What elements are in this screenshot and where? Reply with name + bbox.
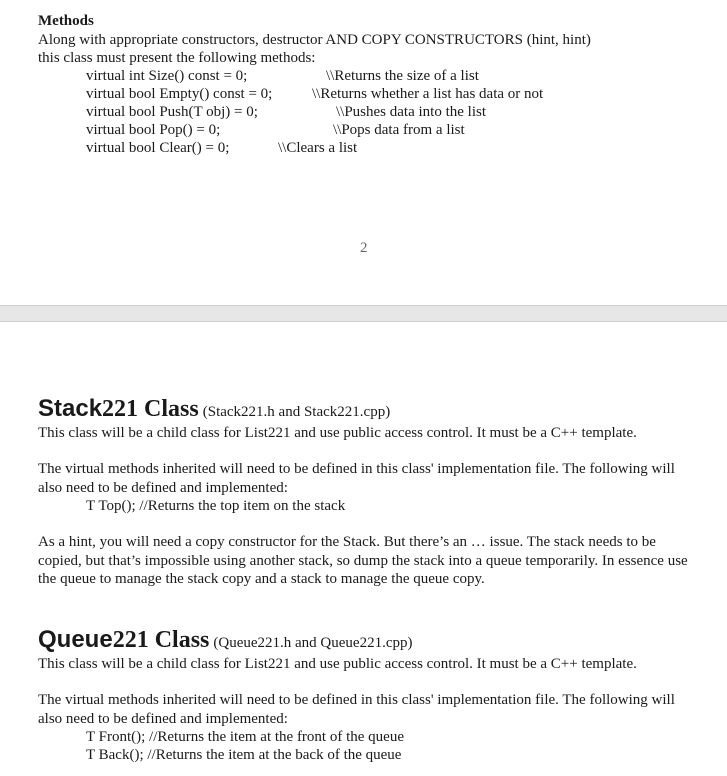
- method-comment-empty: \\Returns whether a list has data or not: [312, 86, 544, 102]
- queue-title-main: Queue: [38, 626, 113, 653]
- methods-heading: Methods: [38, 13, 94, 29]
- method-code-size: virtual int Size() const = 0;: [86, 68, 248, 84]
- page-number: 2: [360, 240, 368, 256]
- intro-line-1: Along with appropriate constructors, destructor AND COPY CONSTRUCTORS (hint, hint): [38, 32, 591, 48]
- method-code-pop: virtual bool Pop() = 0;: [86, 122, 221, 138]
- queue-desc-2: The virtual methods inherited will need to be defined in this class' implementation file. The following will also need to be defined and implemented:: [38, 692, 675, 727]
- queue-heading: [38, 626, 412, 654]
- method-code-push: virtual bool Push(T obj) = 0;: [86, 104, 258, 120]
- queue-desc-1: This class will be a child class for List221 and use public access control. It must be a C++ template.: [38, 656, 637, 672]
- method-comment-clear: \\Clears a list: [278, 140, 358, 156]
- queue-method-front: T Front(); //Returns the item at the front of the queue: [86, 729, 404, 745]
- stack-title-main: Stack: [38, 395, 103, 422]
- queue-title-files: (Queue221.h and Queue221.cpp): [213, 635, 413, 651]
- method-code-empty: virtual bool Empty() const = 0;: [86, 86, 273, 102]
- stack-title-num: 221 Class: [102, 396, 199, 422]
- stack-hint: As a hint, you will need a copy constructor for the Stack. But there’s an … issue. The stack needs to be copied, but that’s impossible using another stack, so dump the stack into a queue temporarily. In essence use the queue to manage the stack copy and a stack to manage the queue copy.: [38, 534, 688, 587]
- stack-heading: [38, 395, 390, 423]
- stack-method-top: T Top(); //Returns the top item on the stack: [86, 498, 346, 514]
- stack-title-files: (Stack221.h and Stack221.cpp): [202, 404, 391, 420]
- stack-desc-1: This class will be a child class for List221 and use public access control. It must be a C++ template.: [38, 425, 637, 441]
- method-comment-pop: \\Pops data from a list: [333, 122, 465, 138]
- method-comment-size: \\Returns the size of a list: [326, 68, 479, 84]
- intro-line-2: this class must present the following methods:: [38, 50, 316, 66]
- queue-title-num: 221 Class: [112, 627, 210, 653]
- page-break-gap: [0, 305, 727, 322]
- method-code-clear: virtual bool Clear() = 0;: [86, 140, 230, 156]
- stack-desc-2: The virtual methods inherited will need to be defined in this class' implementation file. The following will also need to be defined and implemented:: [38, 461, 675, 496]
- queue-method-back: T Back(); //Returns the item at the back of the queue: [86, 747, 402, 763]
- method-comment-push: \\Pushes data into the list: [336, 104, 486, 120]
